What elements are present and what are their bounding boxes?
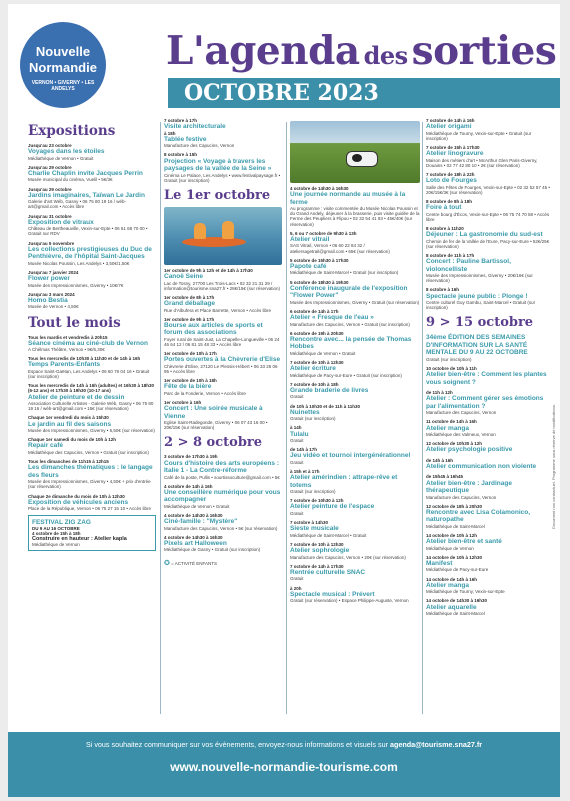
event-title: Déjeuner : La gastronomie du sud-est <box>426 231 543 239</box>
event-date: de 14h à 16h <box>426 457 454 463</box>
agenda-event <box>164 351 282 374</box>
agenda-event <box>290 258 420 276</box>
event-date: Jusqu'au 31 octobre <box>28 213 72 219</box>
festival-dates: DU 9 AU 16 OCTOBRE <box>32 526 80 532</box>
page-title <box>166 28 556 74</box>
agenda-event <box>426 504 550 529</box>
event-date: 8 octobre de 8h à 18h <box>426 198 473 204</box>
event-title: Sieste musicale <box>290 525 339 533</box>
event-info: Médiathèque de Vernon • Gratuit <box>290 350 356 356</box>
agenda-event <box>426 172 550 195</box>
event-title: Atelier origami <box>426 123 472 131</box>
event-title: Rencontre avec Lisa Colamonico, naturopathe <box>426 508 531 524</box>
kayak-shape <box>182 237 246 247</box>
agenda-event <box>164 118 282 148</box>
agenda-event <box>164 535 282 553</box>
agenda-event <box>426 555 550 573</box>
event-info: Médiathèque de Saint-Marcel <box>426 523 485 529</box>
event-date: 1er octobre à 16h <box>164 399 202 405</box>
event-info: Parc de la Fonderie, Vernon • Accès libre <box>164 390 246 396</box>
month-label: OCTOBRE 2023 <box>184 80 379 106</box>
event-title: Jardins imaginaires, Taïwan Le Jardin <box>28 191 145 199</box>
premier-octobre-list <box>164 268 282 431</box>
event-title: Conférence inaugurale de l'exposition "Flower Power" <box>290 284 408 300</box>
agenda-event <box>426 334 550 362</box>
event-date: 7 octobre à 14h30 <box>290 520 329 526</box>
event-date: Jusqu'au 29 octobre <box>28 186 72 192</box>
event-title: Tulalu <box>290 430 309 438</box>
event-title: Les dimanches thématiques : le langage des fleurs <box>28 464 153 479</box>
section-heading-expositions: Expositions <box>28 123 116 139</box>
event-title: Atelier bien-être : Jardinage thérapeutique <box>426 479 512 495</box>
event-title: Projection « Voyage à travers les paysages de la vallée de la Seine » <box>164 157 272 173</box>
agenda-event <box>426 390 550 415</box>
agenda-event <box>426 441 550 454</box>
event-info: Galerie d'art Wéb, Gasny • 06 75 80 19 16 / wéb-art@gmail.com • Accès libre <box>28 199 126 210</box>
column-3 <box>290 118 420 730</box>
agenda-page <box>8 4 560 797</box>
event-info: Musée Nicolas Poussin, Les Andelys • 3,50€/1,50€ <box>28 260 130 266</box>
event-date: 10 octobre de 10h à 11h <box>426 365 477 371</box>
festival-name: FESTIVAL ZIG ZAG <box>32 519 91 527</box>
expositions-list <box>28 143 156 310</box>
event-info: Médiathèque de Tourny, Vexin-sur-Epte <box>426 589 505 595</box>
agenda-event <box>426 598 550 616</box>
event-date: de 11h à 12h <box>426 390 453 396</box>
event-info: Musée des Impressionnismes, Giverny • 4,50€ + prix d'entrée (sur réservation) <box>28 479 151 490</box>
event-date: 3 octobre de 17h30 à 19h <box>164 454 218 460</box>
agenda-event <box>290 542 420 560</box>
event-date: Jusqu'au 23 octobre <box>28 143 72 148</box>
event-info: Centre culturel Guy Gambu, Saint-Marcel • Gratuit (sur inscription) <box>426 300 536 311</box>
event-date: 7 octobre de 10h à 18h <box>290 381 339 387</box>
event-date: Jusqu'au 29 octobre <box>28 164 72 170</box>
agenda-event <box>290 186 420 227</box>
event-info: Médiathèque de Tourny, Vexin-sur-Epte • Gratuit (sur inscription) <box>426 130 532 141</box>
event-info: Gratuit <box>290 394 304 400</box>
event-info: Gratuit (sur réservation) • Espace Philippe-Auguste, Vernon <box>290 598 409 604</box>
agenda-event <box>426 366 550 386</box>
event-info: Château de Bertheauville, Vexin-sur-Epte • 06 61 68 70 00 • Gratuit sur RDV <box>28 226 148 237</box>
event-date: de 10h à 10h30 et de 11h à 11h30 <box>290 403 361 409</box>
event-title: Le jardin au fil des saisons <box>28 420 112 428</box>
event-date: 4 octobre de 14h30 à 16h30 <box>164 512 223 518</box>
event-date: 14 octobre de 10h à 12h <box>426 532 478 538</box>
event-date: 8 octobre à 11h20 <box>426 225 464 231</box>
agenda-event <box>164 295 282 313</box>
event-date: 5 octobre de 15h30 à 17h30 <box>290 257 349 263</box>
agenda-event <box>290 280 420 305</box>
agenda-event <box>28 494 156 512</box>
event-info: Médiathèque de Saint-Marcel • Gratuit (sur inscription) <box>290 270 399 276</box>
event-info: Médiathèque de Vernon • Gratuit <box>28 155 94 161</box>
event-info: Médiathèque des Valmeux, Vernon <box>426 431 496 437</box>
event-title: Repair café <box>28 442 64 450</box>
agenda-event <box>28 143 156 161</box>
agenda-event <box>426 145 550 168</box>
event-info: Café de la poste, Pullis • sourtissoculture@gmail.com • 5€ <box>164 474 280 480</box>
event-title: Atelier de peinture et de dessin <box>28 393 125 401</box>
event-title: Une conseillère numérique pour vous accompagner <box>164 488 281 504</box>
column-divider <box>160 122 161 714</box>
farm-photo <box>290 121 420 183</box>
column-2 <box>164 118 282 730</box>
event-date: Chaque 1er samedi du mois de 10h à 12h <box>28 437 117 443</box>
event-info: Médiathèque de Saint-Marcel <box>426 611 485 617</box>
event-info: Médiathèque de Vernon <box>426 545 474 551</box>
logo-line3: VERNON • GIVERNY • LES ANDELYS <box>31 80 95 92</box>
event-info: Médiathèque de Vernon • Gratuit <box>164 503 230 509</box>
week-2-8-list <box>164 454 282 552</box>
event-title: Atelier peinture de l'espace <box>290 503 375 511</box>
agenda-event <box>28 356 156 379</box>
event-info: A Chélmas Théâtre, Vernon • 9€/6,30€ <box>28 347 105 353</box>
event-date: Chaque 2e dimanche du mois de 10h à 12h30 <box>28 493 125 499</box>
event-date: Jusqu'au 7 janvier 2024 <box>28 269 79 275</box>
event-title: Atelier vitrail <box>290 235 330 243</box>
event-info: Médiathèque des Capucins, Vernon • Gratuit (sur inscription) <box>28 449 149 455</box>
event-title: Exposition de véhicules anciens <box>28 498 129 506</box>
event-title: Canoë Seine <box>164 273 204 281</box>
event-info: Musée des Impressionnismes, Giverny • 5,50€ (sur réservation) <box>28 428 155 434</box>
event-date: à 15h et à 17h <box>290 469 320 475</box>
event-info: Manufacture des Capucins, Vernon <box>164 143 235 149</box>
event-date: Chaque 1er vendredi du mois à 15h30 <box>28 415 109 421</box>
event-date: 7 octobre de 14h à 16h <box>426 118 475 123</box>
agenda-event <box>164 513 282 531</box>
event-title: Manifest <box>426 559 453 567</box>
event-info: Gratuit <box>290 459 304 465</box>
event-title: Papote café <box>290 262 327 270</box>
event-title: Grande braderie de livres <box>290 386 369 394</box>
agenda-event <box>28 335 156 353</box>
event-info: Lac de Tosny, 27700 Les Trois-Lacs • 02 32 21 31 29 / information@tourisme.sna27.fr • 28€/15€ (sur réservation) <box>164 280 280 291</box>
agenda-event <box>426 199 550 222</box>
column-4 <box>426 118 550 730</box>
footer-banner <box>8 732 560 797</box>
event-date: 7 octobre de 10h à 12h30 <box>290 541 344 547</box>
event-date: 14 octobre de 10h à 12h30 <box>426 554 483 560</box>
event-title: Cours d'histoire des arts européens : Italie 1 - La Contre-réforme <box>164 459 279 475</box>
event-title: Fête de la bière <box>164 383 212 391</box>
event-date: Jusqu'au 3 mars 2024 <box>28 291 75 297</box>
paddler-1 <box>194 223 206 239</box>
event-date: 4 octobre de 14h30 à 16h30 <box>164 534 223 540</box>
agenda-event <box>164 152 282 182</box>
agenda-event <box>28 241 156 266</box>
agenda-event <box>426 419 550 437</box>
event-date: 1er octobre de 9h à 12h et de 14h à 17h30 <box>164 267 253 273</box>
event-title: Atelier écriture <box>290 365 336 373</box>
event-title: Rencontre avec... la pensée de Thomas Hobbes <box>290 335 412 351</box>
title-part-a: L'agenda <box>166 28 360 74</box>
event-title: Exposition de vitraux <box>28 218 94 226</box>
event-info: Centre bourg d'Écos, Vexin-sur-Epte • 06 75 74 70 58 • Accès libre <box>426 211 550 222</box>
event-date: 7 octobre de 18h à 22h <box>426 171 475 177</box>
section-heading-tout-le-mois: Tout le mois <box>28 314 121 331</box>
weekend-list <box>164 118 282 183</box>
events-list <box>290 186 420 603</box>
event-info: Cinéma Le Palace, Les Andelys • www.festivalpaysage.fr • Gratuit (sur inscription) <box>164 172 281 183</box>
event-title: Charlie Chaplin invite Jacques Perrin <box>28 169 143 177</box>
title-part-des: des <box>363 41 408 70</box>
event-date: 1er octobre de 9h à 17h <box>164 316 215 322</box>
agenda-event <box>290 404 420 422</box>
event-info: Médiathèque de Pacy-sur-Eure • Gratuit (sur inscription) <box>290 372 402 378</box>
event-date: 8 octobre de 11h à 17h <box>426 252 475 258</box>
festival-box <box>28 515 156 551</box>
event-info: Musée de Vernon • 4,50€ <box>28 304 79 310</box>
agenda-event <box>28 459 156 489</box>
event-info: Gratuit <box>290 510 304 516</box>
event-title: Atelier communication non violente <box>426 462 537 470</box>
agenda-event <box>290 231 420 254</box>
agenda-event <box>290 309 420 327</box>
event-info: Eglise Saint-Radegonde, Giverny • 06 07 43 16 00 • 20€/15€ (sur réservation) <box>164 420 268 431</box>
event-info: Musée des Impressionnismes, Giverny • 10€/7€ <box>28 282 124 288</box>
event-info: Place de la République, Vernon • 06 75 27 15 10 • Accès libre <box>28 506 151 512</box>
agenda-event <box>28 415 156 433</box>
event-date: 7 octobre de 15h à 17h30 <box>426 144 480 150</box>
agenda-event <box>164 484 282 509</box>
event-title: Concert : Pauline Bartissol, violoncelliste <box>426 258 511 273</box>
cow-shape <box>346 151 378 167</box>
event-date: 7 octobre de 10h30 à 12h <box>290 498 344 504</box>
legend-text: = ACTIVITÉ ENFANTS <box>171 560 218 566</box>
event-date: 8 octobre à 15h <box>164 152 198 158</box>
event-date: 4 octobre de 14h à 16h <box>164 483 213 489</box>
agenda-event <box>290 469 420 494</box>
logo-line2: Normandie <box>29 60 97 75</box>
week-9-15-list <box>426 334 550 616</box>
agenda-event <box>426 577 550 595</box>
event-info: Manufacture des Capucins, Vernon • 20€ (sur réservation) <box>290 554 406 560</box>
event-title: Foire à tout <box>426 204 462 212</box>
event-info: Médiathèque de Saint-Marcel • Gratuit <box>290 532 367 538</box>
agenda-event <box>28 187 156 210</box>
brand-logo[interactable] <box>20 22 106 108</box>
event-title: Atelier linogravure <box>426 150 484 158</box>
event-info: Chèvrerie d'Elise, 27120 Le Plessis-Hébert • 06 33 26 06 95 • Accès libre <box>164 363 278 374</box>
event-date: à 14h <box>290 425 302 431</box>
event-info: Gratuit (sur inscription) <box>290 416 336 422</box>
agenda-event <box>164 454 282 479</box>
event-title: Pixels art Halloween <box>164 539 227 547</box>
agenda-event <box>28 292 156 310</box>
event-title: Atelier psychologie positive <box>426 446 513 454</box>
festival-event-title: Construire en hauteur : Atelier kapla <box>32 536 127 543</box>
agenda-event <box>290 360 420 378</box>
agenda-event <box>290 425 420 443</box>
event-title: Tablée festive <box>164 135 207 143</box>
cow-spot <box>352 154 362 162</box>
paddler-2 <box>222 221 234 239</box>
event-title: Visite architecturale <box>164 123 226 131</box>
event-title: Une journée normande au musée à la ferme <box>290 191 406 206</box>
event-title: Concert : Une soirée musicale à Vienne <box>164 405 263 420</box>
column-1 <box>28 118 156 730</box>
event-title: Atelier : Comment gérer ses émotions par l'alimentation ? <box>426 395 544 410</box>
agenda-event <box>426 253 550 283</box>
event-date: Jusqu'au 5 novembre <box>28 240 75 246</box>
event-info: Gratuit (sur inscription) <box>426 356 472 362</box>
event-info: Manufacture des Capucins, Vernon <box>426 494 497 500</box>
event-title: Jeu vidéo et tournoi intergénérationnel <box>290 452 411 460</box>
event-title: Rentrée culturelle SNAC <box>290 568 366 576</box>
event-title: Atelier manga <box>426 581 469 589</box>
section-heading-9-15-octobre: 9 > 15 octobre <box>426 315 534 331</box>
event-info: Médiathèque de Pacy-sur-Eure <box>426 567 489 573</box>
event-title: Atelier sophrologie <box>290 547 350 555</box>
event-title: Spectacle musical : Prévert <box>290 590 375 598</box>
footer-contact-line <box>8 740 560 749</box>
event-info: Médiathèque de Gasny • Gratuit (sur inscription) <box>164 547 261 553</box>
agenda-event <box>28 437 156 455</box>
event-info: Au programme : visite commentée du Musée Nicolas Poussin et du Grand Andely, déjeuner à la brasserie, puis visite guidée de la Ferme des Peupliers à Flipou • 02 32 54 41 93 • 45€/40€ (sur réservation) <box>290 206 420 227</box>
event-date: 14 octobre de 14h à 16h <box>426 576 478 582</box>
agenda-event <box>164 400 282 430</box>
event-title: Homo Bestia <box>28 296 68 304</box>
event-title: Spectacle jeune public : Plonge ! <box>426 292 528 300</box>
footer-email-link[interactable]: agenda@tourisme.sna27.fr <box>389 740 483 749</box>
event-title: Atelier amérindien : attrape-rêve et totems <box>290 474 398 489</box>
agenda-event <box>164 268 282 291</box>
event-date: de 14h à 17h <box>290 447 318 453</box>
agenda-event <box>164 317 282 347</box>
event-title: Portes ouvertes à la Chèvrerie d'Elise <box>164 356 281 364</box>
events-list <box>426 118 550 310</box>
event-time: à 18h <box>164 130 176 136</box>
agenda-event <box>290 520 420 538</box>
event-info: SAS Vitrail, Vernon • 06 60 22 84 32 / ateliersagetrail@gmail.com • 65€ (sur réservation) <box>290 243 390 254</box>
event-title: Atelier manga <box>426 424 469 432</box>
event-date: Tous les dimanches de 11h15 à 12h15 <box>28 459 109 465</box>
event-title: Atelier aquarelle <box>426 603 477 611</box>
event-title: Ciné-famille : "Mystère" <box>164 518 238 526</box>
agenda-event <box>290 586 420 604</box>
event-title: Grand déballage <box>164 300 215 308</box>
column-divider <box>422 122 423 714</box>
event-title: Voyages dans les étoiles <box>28 148 105 156</box>
footer-contact-text: Si vous souhaitez communiquer sur vos évènements, envoyez-nous informations et visuels sur <box>85 740 388 749</box>
section-heading-premier-octobre: Le 1er octobre <box>164 187 271 203</box>
event-title: Séance cinéma au ciné-club de Vernon <box>28 339 148 347</box>
star-icon: ✪ <box>164 559 170 567</box>
side-disclaimer: Document non contractuel. Programme sous réserve de modifications. <box>551 404 556 529</box>
event-date: à 20h <box>290 585 302 591</box>
agenda-event <box>164 378 282 396</box>
agenda-event <box>290 331 420 356</box>
event-title: Nuinettes <box>290 408 320 416</box>
event-info: Manufacture des Capucins, Vernon • 5€ (sur réservation) <box>164 525 278 531</box>
monthly-list <box>28 335 156 512</box>
event-title: Temps Parents-Enfants <box>28 361 101 369</box>
event-info: Salle des Fêtes de Fourges, Vexin-sur-Epte • 02 32 52 57 45 • 20€/15€/3€ (sur réservation) <box>426 184 550 195</box>
footer-website-link[interactable]: www.nouvelle-normandie-tourisme.com <box>170 760 398 774</box>
event-date: 8 octobre à 16h <box>426 287 460 293</box>
event-date: 1er octobre de 8h à 17h <box>164 294 215 300</box>
agenda-event <box>28 270 156 288</box>
event-date: 6 octobre de 14h à 17h <box>290 308 339 314</box>
event-date: 1er octobre de 10h à 17h <box>164 351 217 357</box>
event-date: 12 octobre de 18h à 20h30 <box>426 503 483 509</box>
agenda-event <box>426 118 550 141</box>
agenda-event <box>426 474 550 499</box>
event-info: Musée municipal du cinéma, Vuelil • 5€/3€ <box>28 177 113 183</box>
agenda-event <box>290 382 420 400</box>
event-date: Tous les mercredis de 14h à 16h (adultes) et 16h30 à 18h30 (6-12 ans) et 17h30 à 19h30 (10-17 ans) <box>28 383 154 394</box>
event-info: Musée des Impressionnismes, Giverny • Gratuit (sur réservation) <box>290 299 420 305</box>
event-date: 6 octobre de 19h à 20h30 <box>290 330 344 336</box>
event-title: Atelier bien-être : Comment les plantes vous soignent ? <box>426 371 547 386</box>
event-info: Manufacture des Capucins, Vernon • Gratuit (sur inscription) <box>290 321 410 327</box>
event-date: 1er octobre de 10h à 18h <box>164 378 217 384</box>
event-info: Rue d'Albufera et Place Barrette, Vernon • Accès libre <box>164 307 271 313</box>
event-date: 7 octobre à 17h <box>164 118 198 123</box>
event-info: Association Culturelle Artistes - Galerie Wéb, Gasny • 06 75 80 19 16 / wéb-art@gmail.com • 15€ (sur réservation) <box>28 401 154 412</box>
event-info: Chemin de fer de la Vallée de l'Eure, Pacy-sur-Eure • 52€/25€ (sur réservation) <box>426 238 550 249</box>
agenda-event <box>426 287 550 310</box>
event-date: 7 octobre de 14h à 17h30 <box>290 563 344 569</box>
festival-event-date: 4 octobre de 15h à 18h <box>32 531 81 537</box>
event-date: 14 octobre de 14h30 à 16h30 <box>426 598 488 604</box>
event-date: 5 octobre de 18h30 à 19h30 <box>290 279 349 285</box>
event-date: 4 octobre de 14h30 à 16h30 <box>290 186 349 191</box>
event-info: Manufacture des Capucins, Vernon <box>426 410 497 416</box>
event-title: Atelier « Fresque de l'eau » <box>290 314 374 322</box>
event-date: Tous les mercredis de 10h30 à 11h30 et de 14h à 16h <box>28 356 141 362</box>
event-info: Gratuit <box>290 576 304 582</box>
agenda-event <box>28 383 156 411</box>
event-date: 12 octobre de 10h30 à 12h <box>426 441 483 447</box>
event-date: de 15h45 à 16h45 <box>426 474 464 480</box>
agenda-event <box>290 498 420 516</box>
event-info: Maison des métiers d'art • McArthur Glen Paris-Giverny, Douains • 02 77 42 80 10 • 2€ (sur réservation) <box>426 157 538 168</box>
event-info: Musée des Impressionnismes, Giverny • 20€/16€ (sur réservation) <box>426 273 533 284</box>
event-date: 11 octobre de 14h à 16h <box>426 419 477 425</box>
section-heading-2-8-octobre: 2 > 8 octobre <box>164 435 263 451</box>
event-info: Gratuit (sur inscription) <box>290 489 336 495</box>
agenda-event <box>426 226 550 249</box>
title-part-b: sorties <box>411 28 557 74</box>
event-info: Gratuit <box>290 438 304 444</box>
event-title: Les collections prestigieuses du Duc de Penthièvre, de l'hôpital Saint-Jacques <box>28 245 152 261</box>
agenda-event <box>28 214 156 237</box>
agenda-event <box>28 165 156 183</box>
agenda-event <box>426 533 550 551</box>
canoe-photo <box>164 207 282 265</box>
agenda-event <box>290 447 420 465</box>
event-title: Flower power <box>28 275 70 283</box>
event-date: 5, 6 ou 7 octobre de 9h30 à 13h <box>290 230 357 236</box>
logo-line1: Nouvelle <box>35 44 91 59</box>
festival-event-info: Médiathèque de Vernon <box>32 542 80 548</box>
column-divider <box>286 122 287 714</box>
event-title: Bourse aux articles de sports et forum des associations <box>164 321 263 337</box>
event-title: 34ème ÉDITION DES SEMAINES D'INFORMATION SUR LA SANTÉ MENTALE DU 9 AU 22 OCTOBRE <box>426 334 528 357</box>
event-title: Atelier bien-être et santé <box>426 538 502 546</box>
event-date: 7 octobre de 10h à 12h30 <box>290 359 344 365</box>
event-date: Tous les mardis et vendredis à 20h15 <box>28 334 108 340</box>
agenda-event <box>426 458 550 471</box>
agenda-event <box>290 564 420 582</box>
children-activity-legend <box>164 559 282 567</box>
event-info: Espace Saint-Gaëtan, Les Andelys • 06 60 76 04 16 • Gratuit (sur inscription) <box>28 368 150 380</box>
event-title: Loto de Fourges <box>426 177 477 185</box>
event-info: Foyer rural de Saint-Just, La Chapelle-Longueville • 06 24 46 64 12 / 06 81 15 48 33 • Accès libre <box>164 336 280 347</box>
